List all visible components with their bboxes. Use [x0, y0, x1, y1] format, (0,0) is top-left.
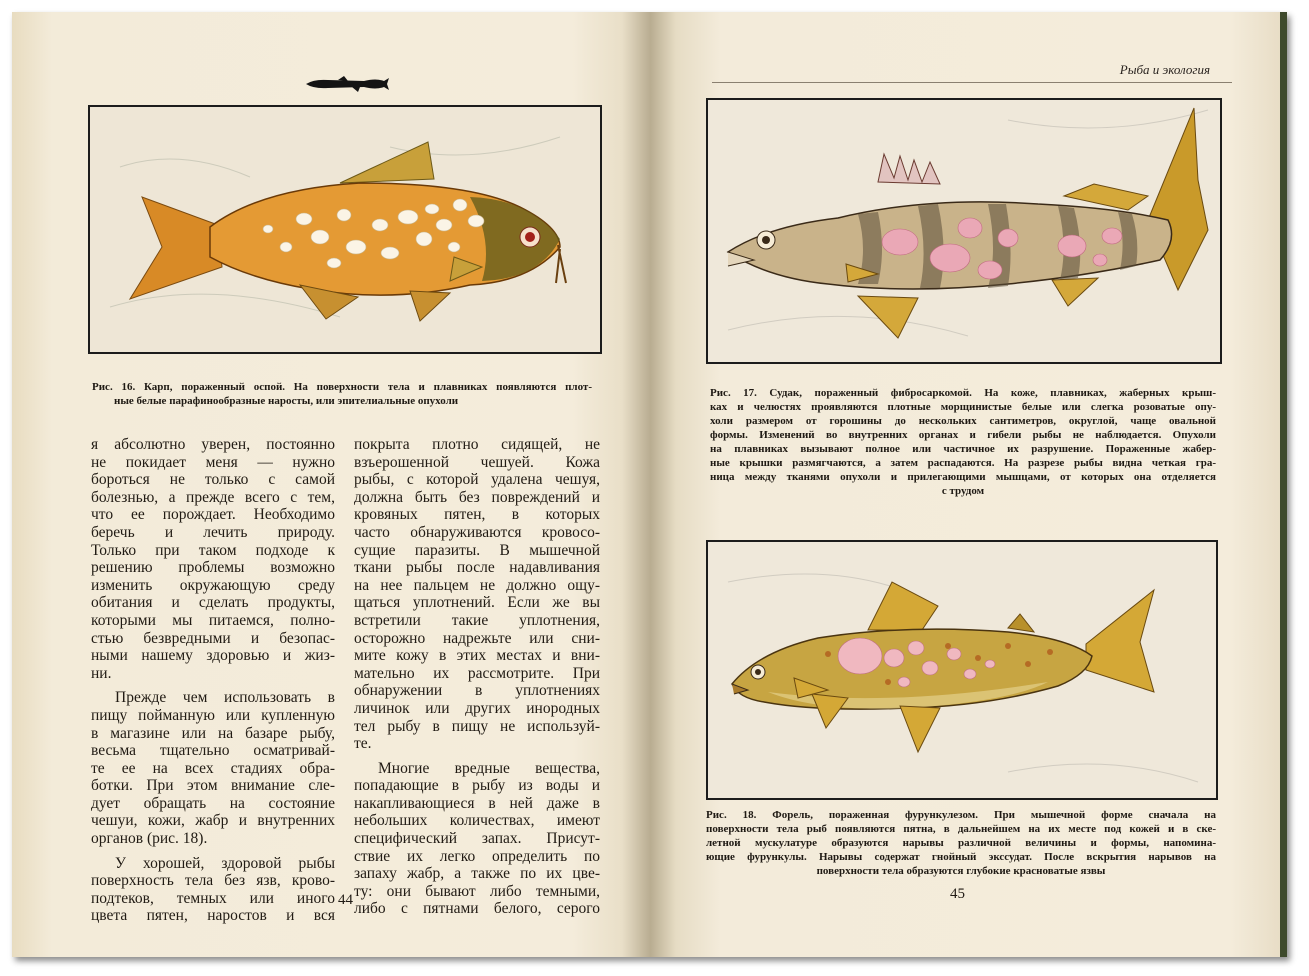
trout-illustration [708, 542, 1216, 798]
text-line: ни. [91, 664, 112, 682]
text-line: взъерошенной чешуей. Кожа [354, 453, 600, 471]
caption-line: с трудом [941, 485, 985, 497]
header-rule [712, 82, 1232, 83]
caption-line: холи размером от горошины до нескольких сантиметров, округлой, чаще овальной [710, 415, 1216, 427]
caption-line: Рис. 17. Судак, пораженный фибросаркомой. На коже, плавниках, жаберных крыш- [710, 387, 1216, 399]
caption-line: поверхности тела рыб появляются пятна, в дальнейшем на их месте под кожей и в ске- [706, 823, 1216, 835]
pike-ornament-icon [304, 75, 390, 93]
text-line: болезнью, а прежде всего с тем, [91, 488, 335, 506]
caption-line: ные белые парафинообразные наросты, или эпителиальные опухоли [114, 395, 459, 407]
text-line: весьма тщательно осматривай- [91, 742, 335, 760]
figure-18-caption [706, 808, 1216, 878]
text-line: я абсолютно уверен, постоянно [91, 436, 335, 453]
text-line: стью безвредными и безопас- [91, 629, 335, 647]
text-line: не покидает меня — нужно [91, 453, 335, 471]
text-line: накапливающиеся в ней даже в [354, 794, 600, 812]
text-line: попадающие в рыбу из воды и [354, 777, 600, 795]
text-line: что ее порождает. Необходимо [91, 506, 335, 524]
text-line: подтеков, темных или иного [91, 889, 335, 907]
zander-illustration [708, 100, 1220, 362]
text-line: изменить окружающую среду [91, 576, 335, 594]
caption-line: ках и челюстях проявляются плотные морщинистые белые или слегка розоватые опу- [710, 401, 1216, 413]
text-line: ту: они бывают либо темными, [354, 882, 600, 900]
text-line: поверхность тела без язв, крово- [91, 872, 335, 890]
page-number-right: 45 [950, 886, 965, 902]
caption-line: летной мускулатуре образуются нарывы различной величины и формы, напомина- [706, 837, 1216, 849]
text-line: обитания и сделать продукты, [91, 594, 335, 612]
page-number-left: 44 [338, 892, 353, 908]
text-line: ботки. При этом внимание сле- [91, 777, 335, 795]
text-line: тел рыбу в пищу не используй- [354, 717, 600, 735]
caption-line: Рис. 18. Форель, пораженная фурункулезом. При мышечной форме сначала на [706, 809, 1216, 821]
figure-18-trout [706, 540, 1218, 800]
text-line: цвета пятен, наростов и вся [91, 907, 335, 925]
text-line: ткани рыбы после надавливания [354, 559, 600, 577]
text-line: Прежде чем использовать в [115, 689, 335, 707]
text-line: либо с пятнами белого, серого [354, 900, 600, 918]
text-line: те ее на всех стадиях обра- [91, 759, 335, 777]
caption-line: ющие фурункулы. Нарывы содержат гнойный экссудат. После вскрытия нарывов на [706, 851, 1216, 863]
left-text-column-1 [91, 436, 335, 925]
text-line: органов (рис. 18). [91, 830, 208, 848]
text-line: бороться не только с самой [91, 471, 335, 489]
caption-line: поверхности тела образуются глубокие красноватые язвы [816, 865, 1106, 877]
text-line: беречь и лечить природу. [91, 523, 335, 541]
text-line: мательно их рассмотрите. При [354, 664, 600, 682]
left-text-column-2 [354, 436, 600, 918]
text-line: специфический запах. Присут- [354, 830, 600, 848]
text-line: сущие паразиты. В мышечной [354, 541, 600, 559]
text-line: запаху жабр, а также по их цве- [354, 865, 600, 883]
text-line: небольших количествах, имеют [354, 812, 600, 830]
text-line: ствие их легко определить по [354, 847, 600, 865]
text-line: личинок или других инородных [354, 699, 600, 717]
text-line: пищу пойманную или купленную [91, 706, 335, 724]
right-page [650, 12, 1280, 957]
figure-17-zander [706, 98, 1222, 364]
caption-line: Рис. 16. Карп, пораженный оспой. На поверхности тела и плавниках появляются плот- [92, 381, 592, 393]
caption-line: на плавниках вызывают полное или частичное их разрушение. Пораженные жабер- [710, 443, 1216, 455]
text-line: решению проблемы возможно [91, 559, 335, 577]
text-line: У хорошей, здоровой рыбы [115, 854, 335, 872]
text-line: часто обнаруживаются кровосо- [354, 523, 600, 541]
carp-illustration [90, 107, 600, 352]
text-line: осторожно надрежьте или сни- [354, 629, 600, 647]
caption-line: ные крышки размягчаются, а затем распадаются. На разрезе рыбы видна четкая гра- [710, 457, 1216, 469]
left-page [12, 12, 650, 957]
text-line: кровяных пятен, в которых [354, 506, 600, 524]
text-line: те. [354, 735, 372, 753]
text-line: должна быть без повреждений и [354, 488, 600, 506]
text-line: покрыта плотно сидящей, не [354, 436, 600, 453]
text-line: щаться уплотнений. Если же вы [354, 594, 600, 612]
text-line: на нее пальцем не должно ощу- [354, 576, 600, 594]
text-line: в магазине или на базаре рыбу, [91, 724, 335, 742]
text-line: рыбы, с которой удалена чешуя, [354, 471, 600, 489]
running-head: Рыба и экология [1119, 62, 1210, 77]
figure-17-caption [710, 386, 1216, 498]
caption-line: формы. Изменений во внутренних органах и гибели рыбы не наблюдается. Опухоли [710, 429, 1216, 441]
book-spread [12, 12, 1287, 957]
text-line: которыми мы питаемся, полно- [91, 611, 335, 629]
text-line: встретили такие уплотнения, [354, 611, 600, 629]
text-line: мите кожу в этих местах и вни- [354, 647, 600, 665]
text-line: Многие вредные вещества, [378, 759, 600, 777]
text-line: дует обращать на состояние [91, 794, 335, 812]
figure-16-carp [88, 105, 602, 354]
text-line: Только при таком подходе к [91, 541, 335, 559]
text-line: ными нашему здоровью и жиз- [91, 647, 335, 665]
caption-line: ница между тканями опухоли и прилегающими мышцами, от которых она отделяется [710, 471, 1216, 483]
text-line: обнаружении в уплотнениях [354, 682, 600, 700]
figure-16-caption [92, 380, 592, 408]
text-line: чешуи, кожи, жабр и внутренних [91, 812, 335, 830]
